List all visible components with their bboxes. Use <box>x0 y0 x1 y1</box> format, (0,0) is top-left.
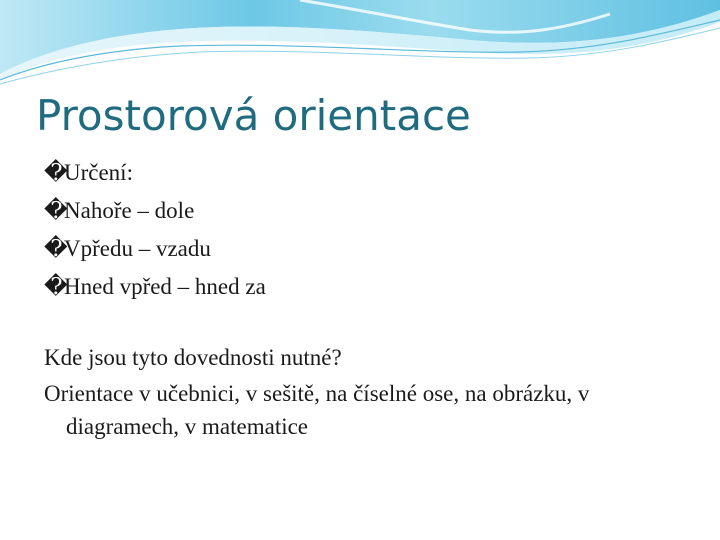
bullet-list <box>44 154 266 306</box>
page-title: Prostorová orientace <box>36 91 471 140</box>
bullet-icon: � <box>44 160 68 185</box>
bullet-icon: � <box>44 198 68 223</box>
list-item <box>44 268 266 306</box>
list-item-text: Hned vpřed – hned za <box>64 274 266 299</box>
answer-paragraph: Orientace v učebnici, v sešitě, na číselné ose, na obrázku, v diagramech, v matematice <box>44 381 590 439</box>
list-item <box>44 230 266 268</box>
bullet-icon: � <box>44 274 68 299</box>
question-paragraph: Kde jsou tyto dovednosti nutné? <box>44 345 342 370</box>
list-item-text: Vpředu – vzadu <box>64 236 211 261</box>
wave-decoration-icon <box>0 0 720 90</box>
list-item-text: Určení: <box>64 160 133 185</box>
list-item-text: Nahoře – dole <box>64 198 195 223</box>
bullet-icon: � <box>44 236 68 261</box>
list-item <box>44 192 266 230</box>
list-item <box>44 154 266 192</box>
